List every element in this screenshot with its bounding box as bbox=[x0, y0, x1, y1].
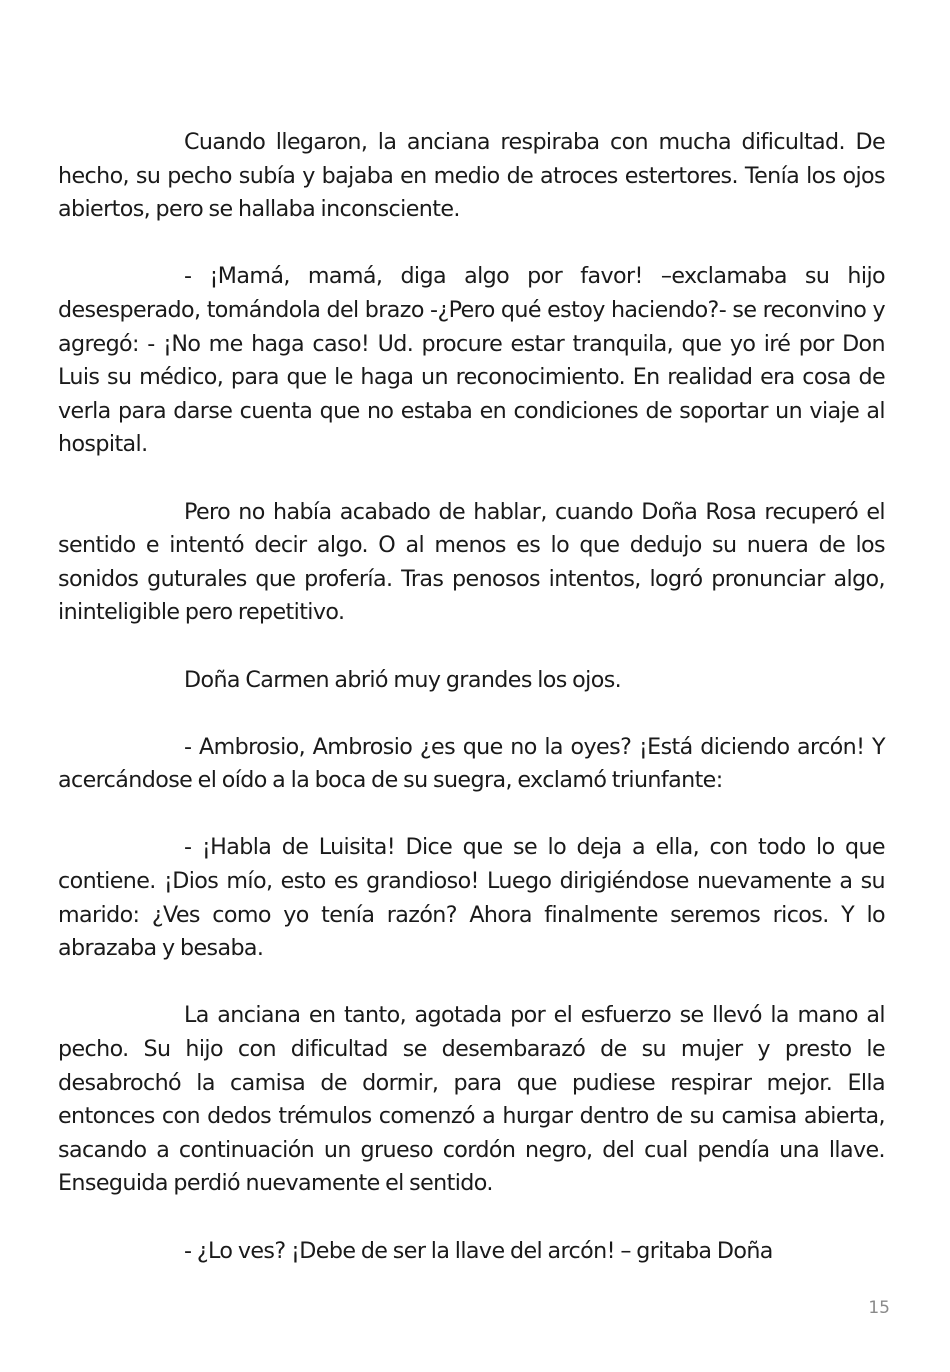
document-page bbox=[58, 126, 885, 1268]
page-number: 15 bbox=[868, 1298, 890, 1318]
paragraph-3: Pero no había acabado de hablar, cuando Doña Rosa recuperó el sentido e intentó decir algo. O al menos es lo que dedujo su nuera de los sonidos guturales que profería. Tras penosos intentos, logró pronunciar algo, ininteligible pero repetitivo. bbox=[58, 498, 885, 626]
paragraph-7: La anciana en tanto, agotada por el esfuerzo se llevó la mano al pecho. Su hijo con dificultad se desembarazó de su mujer y presto le desabrochó la camisa de dormir, para que pudiese respirar mejor. Ella entonces con dedos trémulos comenzó a hurgar dentro de su camisa abierta, sacando a continuación un grueso cordón negro, del cual pendía una llave. Enseguida perdió nuevamente el sentido. bbox=[58, 1002, 885, 1197]
paragraph-1: Cuando llegaron, la anciana respiraba con mucha dificultad. De hecho, su pecho subía y bajaba en medio de atroces estertores. Tenía los ojos abiertos, pero se hallaba inconsciente. bbox=[58, 129, 885, 223]
paragraph-6: - ¡Habla de Luisita! Dice que se lo deja a ella, con todo lo que contiene. ¡Dios mío, esto es grandioso! Luego dirigiéndose nuevamente a su marido: ¿Ves como yo tenía razón? Ahora finalmente seremos ricos. Y lo abrazaba y besaba. bbox=[58, 834, 885, 962]
paragraph-5: - Ambrosio, Ambrosio ¿es que no la oyes? ¡Está diciendo arcón! Y acercándose el oído a la boca de su suegra, exclamó triunfante: bbox=[58, 733, 885, 794]
paragraph-8: - ¿Lo ves? ¡Debe de ser la llave del arcón! – gritaba Doña bbox=[184, 1237, 773, 1264]
paragraph-2: - ¡Mamá, mamá, diga algo por favor! –exclamaba su hijo desesperado, tomándola del brazo -¿Pero qué estoy haciendo?- se reconvino y agregó: - ¡No me haga caso! Ud. procure estar tranquila, que yo iré por Don Luis su médico, para que le haga un reconocimiento. En realidad era cosa de verla para darse cuenta que no estaba en condiciones de soportar un viaje al hospital. bbox=[58, 263, 885, 458]
paragraph-4: Doña Carmen abrió muy grandes los ojos. bbox=[184, 666, 622, 693]
